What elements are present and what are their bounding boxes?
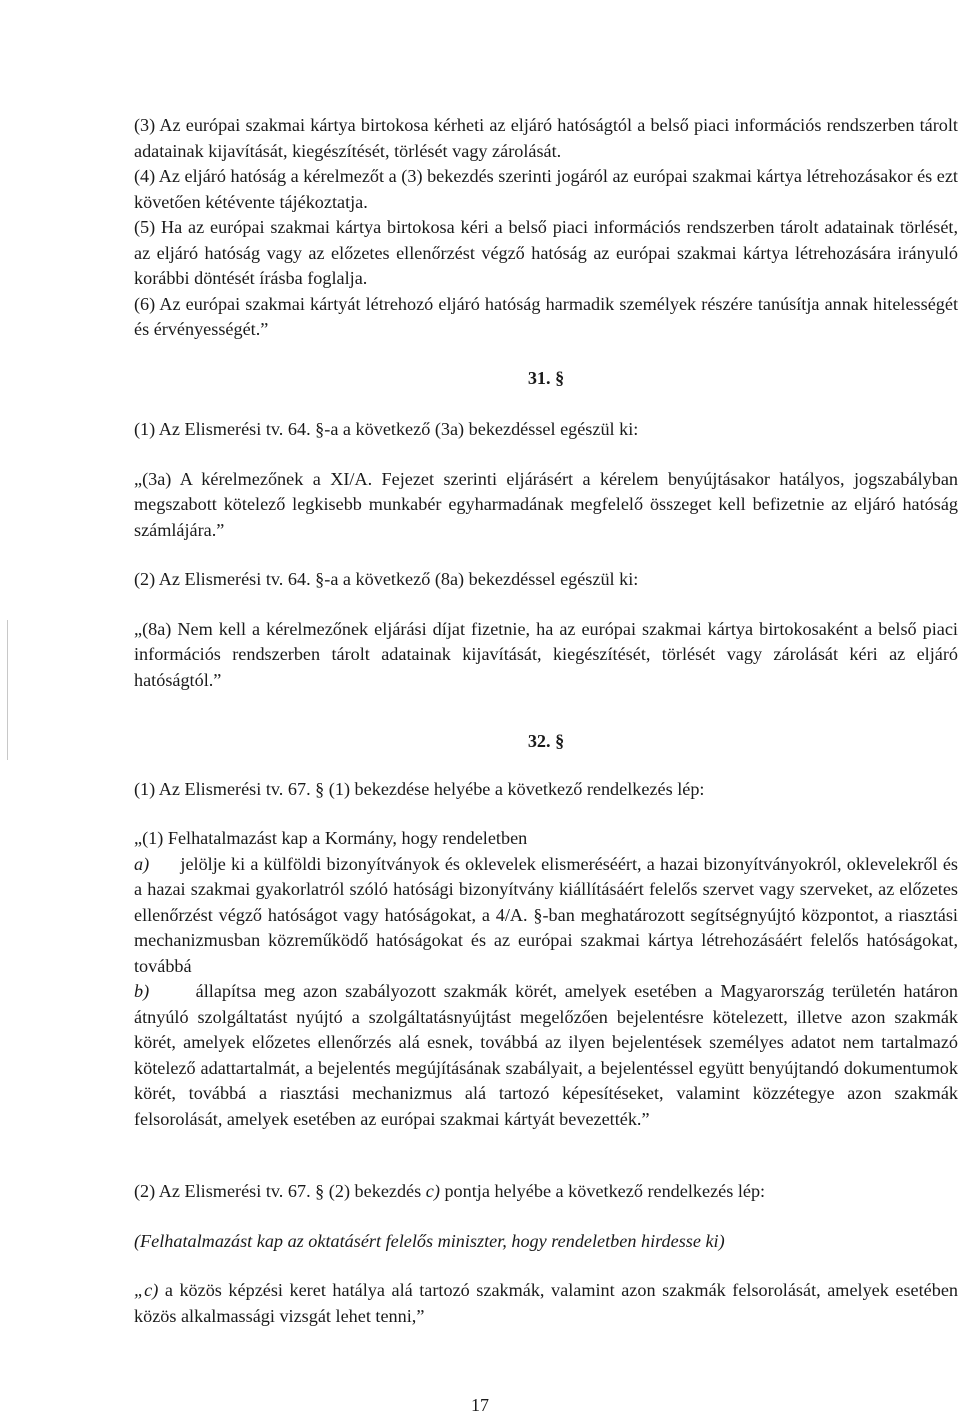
item-b-label: b) xyxy=(134,981,150,1001)
section-31-heading: 31. § xyxy=(527,367,565,388)
section-31-intro-2: (2) Az Elismerési tv. 64. §-a a következő (8a) bekezdéssel egészül ki: xyxy=(134,569,639,589)
document-page xyxy=(134,113,958,1329)
paragraph-4: (4) Az eljáró hatóság a kérelmezőt a (3) bekezdés szerinti jogáról az európai szakmai kártya létrehozásakor és ezt követően kétévente tájékoztatja. xyxy=(134,166,958,212)
intro-2-italic: c) xyxy=(425,1181,440,1201)
quote-2-text: a közös képzési keret hatálya alá tartozó szakmák, valamint azon szakmák felsorolását, amelyek esetében közös alkalmassági vizsgát lehet tenni,” xyxy=(134,1280,959,1326)
quote-2-label: „c) xyxy=(134,1280,159,1300)
section-32-item-b xyxy=(134,979,958,1132)
section-32-heading: 32. § xyxy=(527,731,565,751)
context-text: (Felhatalmazást kap az oktatásért felelős miniszter, hogy rendeletben hirdesse ki) xyxy=(134,1230,725,1251)
paragraph-3: (3) Az európai szakmai kártya birtokosa kérheti az eljáró hatóságtól a belső piaci információs rendszerben tárolt adatainak kijavítását, kiegészítését, törlését vagy zárolását. xyxy=(134,115,958,161)
section-32-context xyxy=(134,1229,958,1255)
item-a-label: a) xyxy=(134,853,150,874)
section-31-quote-1: „(3a) A kérelmezőnek a XI/A. Fejezet szerinti eljárásért a kérelem benyújtásakor hatályos, jogszabályban megszabott kötelező legkisebb munkabér egyharmadának megfelelő összeget kell befizetnie az eljáró hatóság számlájára.” xyxy=(134,468,958,540)
intro-2-after: pontja helyébe a következő rendelkezés lép: xyxy=(444,1181,766,1201)
item-b-text: állapítsa meg azon szabályozott szakmák körét, amelyek esetében a Magyarország területén határon átnyúló szolgáltatást nyújtó a szolgáltatásnyújtást megelőzően bejelentésre kötelezett, illetve azon szakmák körét, amelyek előzetes ellenőrzés alá esnek, továbbá az ilyen bejelentések személyes adatot nem tartalmazó kötelező adattartalmát, a bejelentés megújításának szabályait, a bejelentéssel együtt benyújtandó dokumentumok körét, továbbá a riasztási mechanizmus alá tartozó képesítéseket, valamint közzétegye azon szakmák felsorolását, amelyek esetében az európai szakmai kártyát bevezették.” xyxy=(134,981,959,1129)
section-32-item-a xyxy=(134,852,958,980)
scan-margin-line xyxy=(7,620,8,760)
intro-2-before: (2) Az Elismerési tv. 67. § (2) bekezdés xyxy=(134,1181,422,1201)
paragraph-5: (5) Ha az európai szakmai kártya birtokosa kéri a belső piaci információs rendszerben tárolt adatainak törlését, az eljáró hatóság vagy az előzetes ellenőrzést végző hatóság az európai szakmai kártya létrehozására irányuló korábbi döntését írásba foglalja. xyxy=(134,217,958,288)
item-a-text: jelölje ki a külföldi bizonyítványok és oklevelek elismeréséért, a hazai bizonyítványokról, oklevelekről és a hazai szakmai gyakorlatról szóló hatósági bizonyítvány kiállításáért felelős szervet vagy szerveket, az előzetes ellenőrzést végző hatóságot vagy hatóságokat, a 4/A. §-ban meghatározott segítségnyújtó központot, a riasztási mechanizmusban közreműködő hatóságokat és az európai szakmai kártya létrehozásáért felelős hatóságokat, továbbá xyxy=(134,853,958,976)
section-32-intro-1: (1) Az Elismerési tv. 67. § (1) bekezdése helyébe a következő rendelkezés lép: xyxy=(134,778,705,799)
section-32-quote-1-open: „(1) Felhatalmazást kap a Kormány, hogy rendeletben xyxy=(134,828,528,848)
page-number: 17 xyxy=(471,1395,489,1415)
section-32-intro-2 xyxy=(134,1179,958,1205)
section-32-quote-2 xyxy=(134,1278,958,1329)
paragraph-6: (6) Az európai szakmai kártyát létrehozó eljáró hatóság harmadik személyek részére tanúsítja annak hitelességét és érvényességét.” xyxy=(134,293,958,339)
section-31-quote-2: „(8a) Nem kell a kérelmezőnek eljárási díjat fizetnie, ha az európai szakmai kártya birtokosaként a belső piaci információs rendszerben tárolt adatainak kijavítását, kiegészítését, törlését vagy zárolását kéri az eljáró hatóságtól.” xyxy=(134,618,958,690)
section-31-intro-1: (1) Az Elismerési tv. 64. §-a a következő (3a) bekezdéssel egészül ki: xyxy=(134,419,639,439)
